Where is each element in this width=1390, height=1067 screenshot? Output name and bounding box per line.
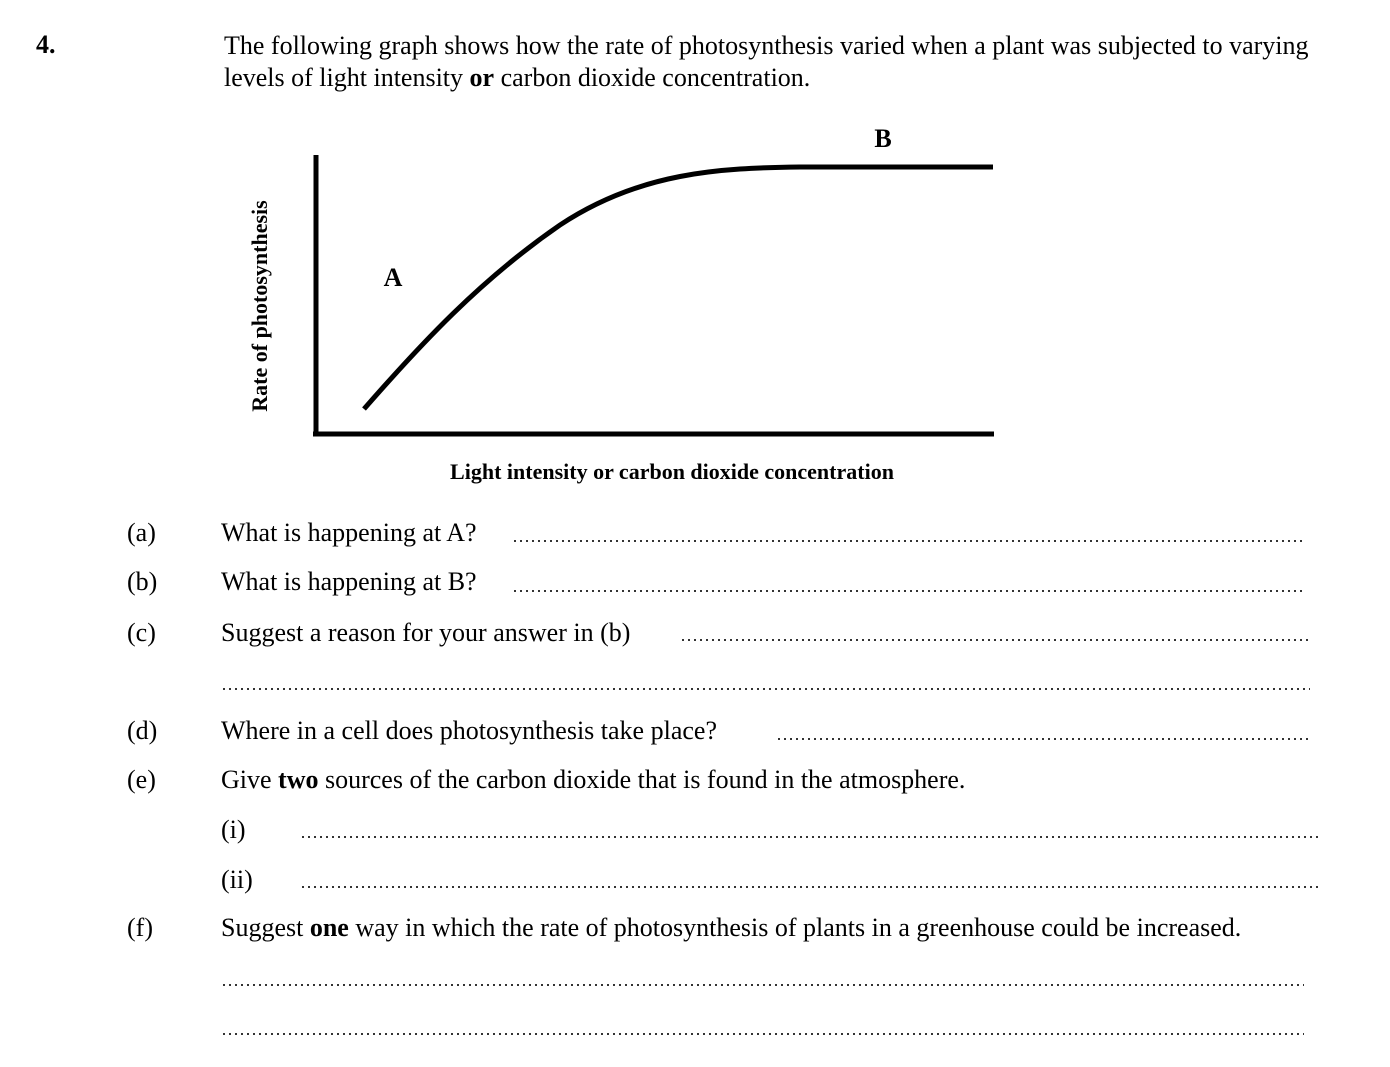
answer-line-e-i[interactable]: [300, 836, 1318, 838]
photosynthesis-graph: [230, 115, 1030, 495]
part-c-question: Suggest a reason for your answer in (b): [221, 618, 631, 647]
part-f-bold-one: one: [309, 913, 349, 942]
answer-line-e-ii[interactable]: [300, 886, 1318, 888]
question-intro: [224, 30, 1344, 94]
x-axis-label: Light intensity or carbon dioxide concentration: [450, 459, 894, 484]
part-e-text-1: Give: [221, 765, 279, 794]
part-e-sub-ii-label: (ii): [221, 865, 253, 894]
part-d-label: (d): [127, 716, 158, 745]
part-e-text-2: sources of the carbon dioxide that is found in the atmosphere.: [318, 765, 966, 794]
question-number: 4.: [36, 30, 56, 59]
intro-text-1: The following graph shows how the rate of photosynthesis varied when a plant was subjected to varying levels of light intensity: [224, 31, 1309, 92]
answer-line-a[interactable]: [512, 540, 1302, 542]
intro-bold-or: or: [469, 63, 495, 92]
answer-line-c-2[interactable]: [221, 688, 1310, 690]
part-c-label: (c): [127, 618, 156, 647]
part-d-question: Where in a cell does photosynthesis take place?: [221, 716, 717, 745]
part-b-label: (b): [127, 567, 158, 596]
part-e-bold-two: two: [278, 765, 319, 794]
part-e-question: [221, 765, 965, 795]
part-f-text-1: Suggest: [221, 913, 310, 942]
part-f-label: (f): [127, 913, 153, 942]
point-a-label: A: [383, 263, 403, 292]
part-f-text-2: way in which the rate of photosynthesis of plants in a greenhouse could be increased.: [348, 913, 1242, 942]
part-a-label: (a): [127, 518, 156, 547]
answer-line-c-1[interactable]: [680, 639, 1310, 641]
intro-text-2: carbon dioxide concentration.: [494, 63, 811, 92]
part-f-question: [221, 913, 1241, 943]
answer-line-f-2[interactable]: [221, 1033, 1304, 1035]
rate-curve: [364, 167, 993, 409]
part-a-question: What is happening at A?: [221, 518, 477, 547]
part-b-question: What is happening at B?: [221, 567, 477, 596]
answer-line-f-1[interactable]: [221, 984, 1304, 986]
part-e-sub-i-label: (i): [221, 815, 246, 844]
y-axis-label: Rate of photosynthesis: [247, 200, 272, 412]
answer-line-d[interactable]: [776, 738, 1310, 740]
point-b-label: B: [874, 124, 892, 153]
answer-line-b[interactable]: [512, 590, 1302, 592]
part-e-label: (e): [127, 765, 156, 794]
